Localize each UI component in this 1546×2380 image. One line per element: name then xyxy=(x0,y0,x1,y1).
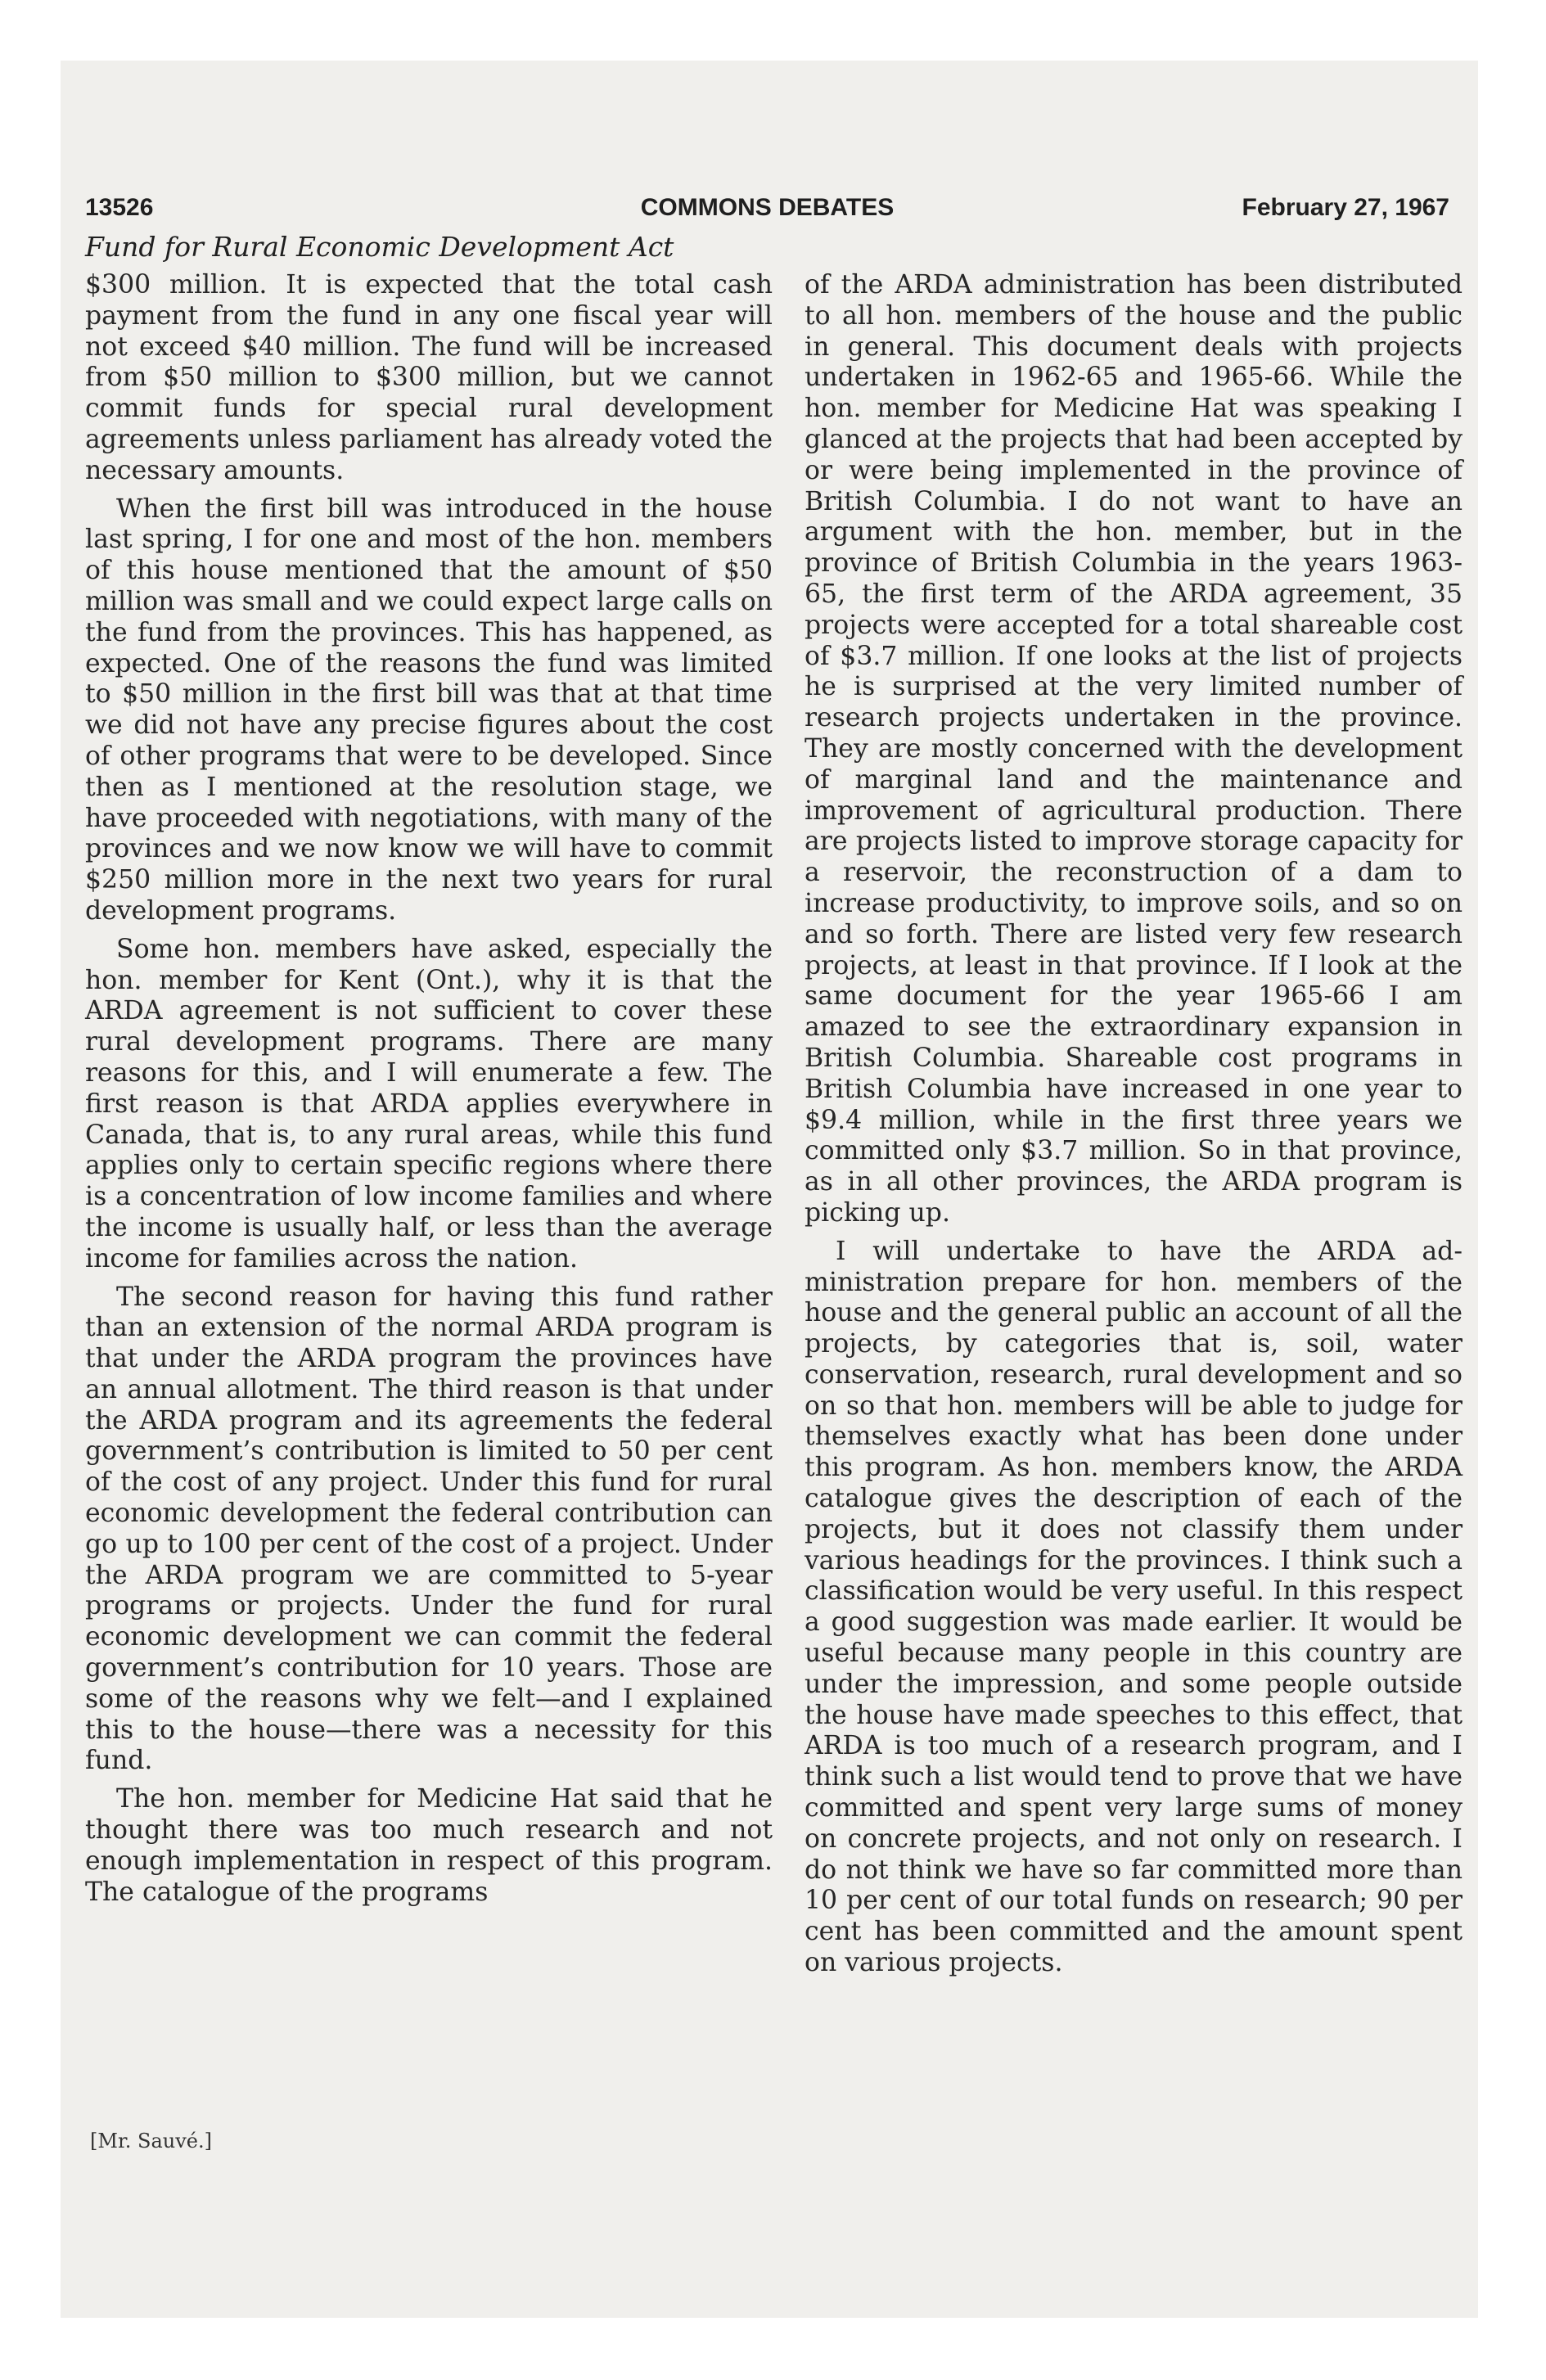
page-header xyxy=(85,194,1449,230)
page-date: February 27, 1967 xyxy=(1242,194,1449,221)
speaker-attribution: [Mr. Sauvé.] xyxy=(90,2130,212,2152)
right-column xyxy=(805,270,1463,1986)
paragraph: of the ARDA administration has been distributed to all hon. members of the house and the public in general. This document deals with projects undertaken in 1962-65 and 1965-66. While the hon. member for Medicine Hat was speaking I glanced at the projects that had been accepted by or were being implemented in the province of British Columbia. I do not want to have an argument with the hon. member, but in the province of British Columbia in the years 1963-65, the first term of the ARDA agreement, 35 projects were accepted for a total shareable cost of $3.7 million. If one looks at the list of projects he is surprised at the very limited number of research projects undertaken in the province. They are mostly concerned with the development of marginal land and the maintenance and improvement of agricultural production. There are projects listed to improve storage capacity for a reservoir, the reconstruction of a dam to increase productivity, to improve soils, and so on and so forth. There are listed very few research projects, at least in that province. If I look at the same document for the year 1965-66 I am amazed to see the extraordinary expansion in British Columbia. Shareable cost programs in British Columbia have increased in one year to $9.4 million, while in the first three years we committed only $3.7 million. So in that province, as in all other provinces, the ARDA program is picking up. xyxy=(805,270,1463,1228)
paragraph: The second reason for having this fund rather than an extension of the normal ARDA program is that under the ARDA program the provinces have an annual allotment. The third reason is that under the ARDA program and its agreements the federal government’s contribution is limited to 50 per cent of the cost of any project. Under this fund for rural economic development the federal contribution can go up to 100 per cent of the cost of a project. Under the ARDA program we are committed to 5-year programs or projects. Under the fund for rural economic development we can commit the federal government’s contribution for 10 years. Those are some of the reasons why we felt—and I explained this to the house—there was a necessity for this fund. xyxy=(85,1282,773,1776)
page-number: 13526 xyxy=(85,194,154,221)
paragraph: When the first bill was introduced in the house last spring, I for one and most of the hon. members of this house mentioned that the amount of $50 million was small and we could expect large calls on the fund from the provinces. This has happened, as expected. One of the reasons the fund was limited to $50 million in the first bill was that at that time we did not have any precise figures about the cost of other programs that were to be developed. Since then as I mentioned at the resolution stage, we have proceeded with negotiations, with many of the provinces and we now know we will have to commit $250 million more in the next two years for rural development programs. xyxy=(85,494,773,926)
paragraph: Some hon. members have asked, especially the hon. member for Kent (Ont.), why it is that the ARDA agreement is not sufficient to cover these rural development programs. There are many reasons for this, and I will enumerate a few. The first reason is that ARDA applies everywhere in Canada, that is, to any rural areas, while this fund applies only to certain specific regions where there is a concentration of low income families and where the income is usually half, or less than the average income for families across the nation. xyxy=(85,934,773,1273)
left-column xyxy=(85,270,773,1915)
paragraph: $300 million. It is expected that the total cash payment from the fund in any one fiscal year will not exceed $40 million. The fund will be increased from $50 million to $300 million, but we cannot commit funds for special rural development agreements unless parliament has already voted the necessary amounts. xyxy=(85,270,773,485)
section-subtitle: Fund for Rural Economic Development Act xyxy=(85,231,674,263)
paragraph: The hon. member for Medicine Hat said that he thought there was too much research and not enough implementation in respect of this program. The catalogue of the programs xyxy=(85,1784,773,1907)
publication-title: COMMONS DEBATES xyxy=(640,194,895,221)
paragraph: I will undertake to have the ARDA administration prepare for hon. members of the house and the general public an account of all the projects, by categories that is, soil, water conservation, research, rural development and so on so that hon. members will be able to judge for themselves exactly what has been done under this program. As hon. members know, the ARDA catalogue gives the description of each of the projects, but it does not classify them under various headings for the provinces. I think such a classification would be very useful. In this respect a good suggestion was made earlier. It would be useful because many people in this country are under the impression, and some people outside the house have made speeches to this effect, that ARDA is too much of a research program, and I think such a list would tend to prove that we have committed and spent very large sums of money on concrete projects, and not only on research. I do not think we have so far committed more than 10 per cent of our total funds on research; 90 per cent has been committed and the amount spent on various projects. xyxy=(805,1236,1463,1978)
